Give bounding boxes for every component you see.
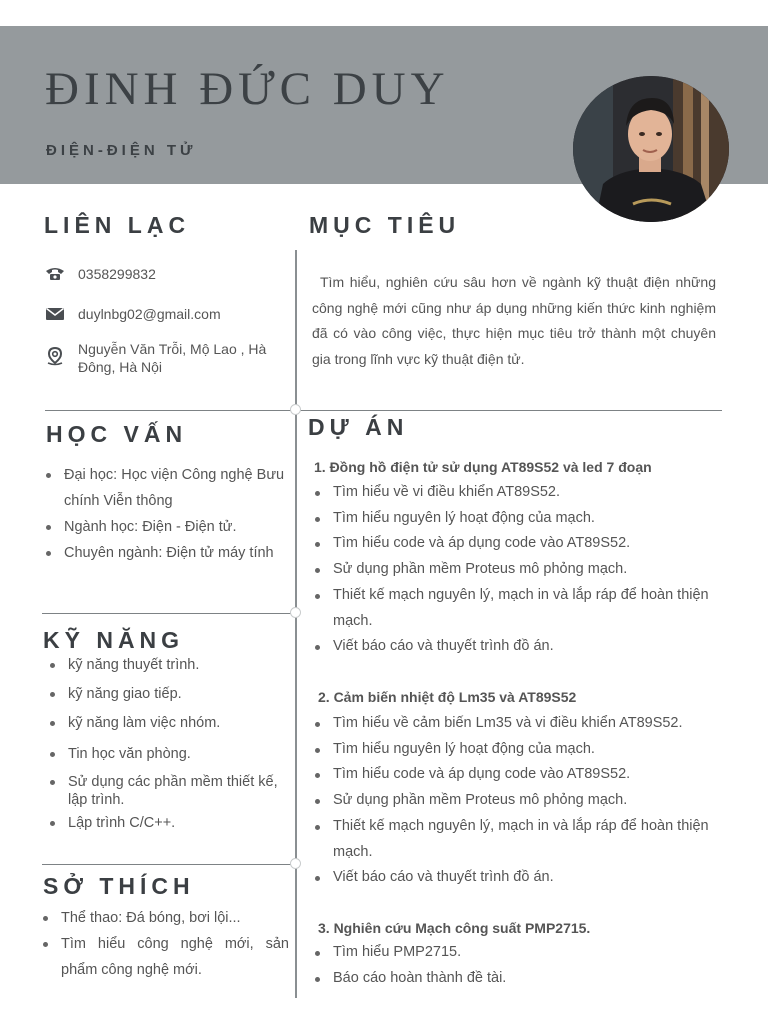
- column-divider: [295, 250, 297, 998]
- divider-dot: [290, 858, 301, 869]
- list-item: Tin học văn phòng.: [48, 745, 288, 763]
- list-item: Tìm hiểu công nghệ mới, sản phẩm công nghệ mới.: [41, 931, 289, 983]
- profile-photo: [573, 76, 729, 222]
- list-item: Đại học: Học viện Công nghệ Bưu chính Viễn thông: [44, 462, 296, 514]
- list-item: Chuyên ngành: Điện tử máy tính: [44, 540, 296, 566]
- divider-line: [42, 613, 296, 614]
- profile-photo-illustration: [573, 76, 729, 222]
- location-icon: [44, 346, 66, 364]
- education-list: [44, 462, 296, 566]
- contact-email: [44, 305, 221, 323]
- projects-title: DỰ ÁN: [308, 414, 409, 440]
- divider-dot: [290, 404, 301, 415]
- hobbies-title: SỞ THÍCH: [43, 873, 195, 899]
- list-item: Tìm hiểu về cảm biến Lm35 và vi điều khiển AT89S52.: [313, 711, 731, 737]
- skills-title: KỸ NĂNG: [43, 627, 185, 653]
- project-task-list: [313, 711, 731, 891]
- list-item: Tìm hiểu về vi điều khiển AT89S52.: [313, 480, 731, 506]
- hobbies-list: [41, 905, 289, 983]
- list-item: Sử dụng phần mềm Proteus mô phỏng mạch.: [313, 557, 731, 583]
- contact-title: LIÊN LẠC: [44, 212, 191, 238]
- objective-text: Tìm hiểu, nghiên cứu sâu hơn về ngành kỹ thuật điện những công nghệ mới cũng như áp dụng những kiến thức kinh nghiệm đã có vào công việc, thực hiện mục tiêu trở thành một chuyên gia trong lĩnh vực kỹ thuật điện tử.: [312, 274, 716, 367]
- list-item: Thiết kế mạch nguyên lý, mạch in và lắp ráp để hoàn thiện mạch.: [313, 814, 731, 865]
- email-address[interactable]: duylnbg02@gmail.com: [78, 306, 221, 322]
- candidate-name: ĐINH ĐỨC DUY: [45, 63, 450, 115]
- list-item: Tìm hiểu nguyên lý hoạt động của mạch.: [313, 506, 731, 532]
- list-item: Lập trình C/C++.: [48, 814, 288, 832]
- list-item: kỹ năng giao tiếp.: [48, 685, 288, 703]
- list-item: Viết báo cáo và thuyết trình đồ án.: [313, 865, 731, 891]
- list-item: kỹ năng làm việc nhóm.: [48, 714, 288, 732]
- phone-icon: [44, 265, 66, 283]
- list-item: Thể thao: Đá bóng, bơi lội...: [41, 905, 289, 931]
- divider-line: [45, 410, 722, 411]
- list-item: Tìm hiểu nguyên lý hoạt động của mạch.: [313, 737, 731, 763]
- project-title: 2. Cảm biến nhiệt độ Lm35 và AT89S52: [318, 689, 577, 705]
- project-task-list: [313, 480, 731, 660]
- contact-phone: [44, 265, 156, 283]
- candidate-role: ĐIỆN-ĐIỆN TỬ: [46, 142, 197, 159]
- address-text: Nguyễn Văn Trỗi, Mộ Lao , Hà Đông, Hà Nội: [78, 341, 267, 375]
- education-title: HỌC VẤN: [46, 421, 188, 447]
- project-title: 3. Nghiên cứu Mạch công suất PMP2715.: [318, 920, 591, 936]
- list-item: Sử dụng phần mềm Proteus mô phỏng mạch.: [313, 788, 731, 814]
- list-item: Tìm hiểu code và áp dụng code vào AT89S52.: [313, 531, 731, 557]
- list-item: Tìm hiểu code và áp dụng code vào AT89S52.: [313, 762, 731, 788]
- list-item: Tìm hiểu PMP2715.: [313, 940, 731, 966]
- objective-title: MỤC TIÊU: [309, 212, 461, 238]
- divider-line: [42, 864, 296, 865]
- contact-address: [44, 340, 294, 376]
- list-item: Ngành học: Điện - Điện tử.: [44, 514, 296, 540]
- list-item: Thiết kế mạch nguyên lý, mạch in và lắp ráp để hoàn thiện mạch.: [313, 583, 731, 634]
- project-title: 1. Đồng hồ điện tử sử dụng AT89S52 và led 7 đoạn: [314, 459, 652, 475]
- list-item: Báo cáo hoàn thành đề tài.: [313, 966, 731, 992]
- list-item: kỹ năng thuyết trình.: [48, 656, 288, 674]
- divider-dot: [290, 607, 301, 618]
- project-task-list: [313, 940, 731, 991]
- phone-number[interactable]: 0358299832: [78, 266, 156, 282]
- list-item: Sử dụng các phần mềm thiết kế, lập trình.: [48, 773, 288, 809]
- list-item: Viết báo cáo và thuyết trình đồ án.: [313, 634, 731, 660]
- mail-icon: [44, 305, 66, 323]
- skills-list: [48, 656, 288, 832]
